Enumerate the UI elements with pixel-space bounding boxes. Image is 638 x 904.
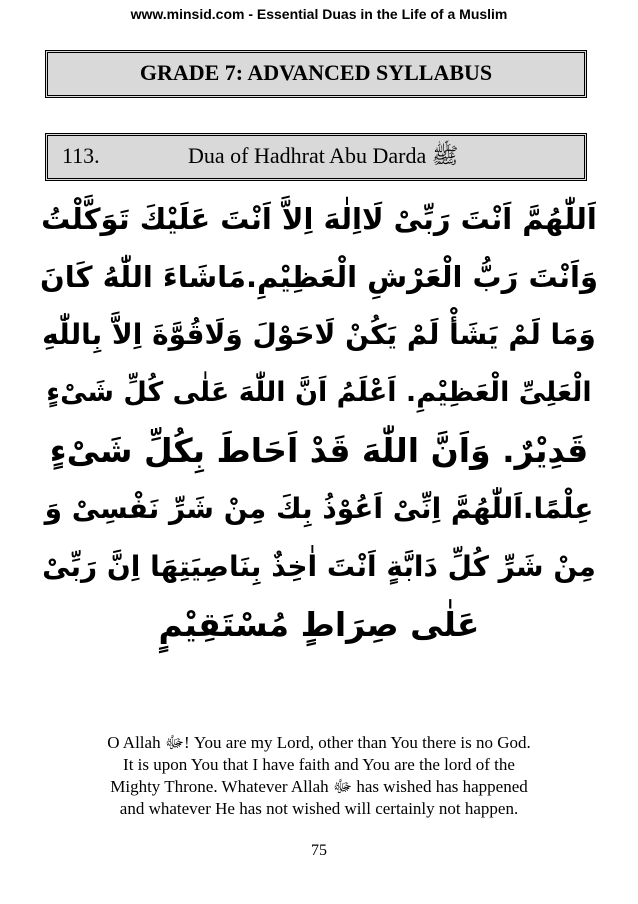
page-number: 75 bbox=[311, 842, 327, 859]
arabic-line: مِنْ شَرِّ كُلِّ دَابَّةٍ اَنْتَ اٰخِذٌ بِنَاصِيَتِهَا اِنَّ رَبِّىْ bbox=[42, 550, 596, 583]
arabic-line: وَمَا لَمْ يَشَأْ لَمْ يَكُنْ لَاحَوْلَ وَلَاقُوَّةَ اِلاَّ بِاللّٰهِ bbox=[42, 318, 596, 351]
arabic-text-block bbox=[40, 190, 598, 654]
dua-title: Dua of Hadhrat Abu Darda ﷺ bbox=[188, 143, 459, 168]
arabic-line: وَاَنْتَ رَبُّ الْعَرْشِ الْعَظِيْمِ.مَاشَاءَ اللّٰهُ كَانَ bbox=[39, 260, 598, 294]
grade-title: GRADE 7: ADVANCED SYLLABUS bbox=[139, 60, 493, 85]
dua-heading-box bbox=[45, 133, 587, 181]
arabic-line: الْعَلِىِّ الْعَظِيْمِ. اَعْلَمُ اَنَّ اللّٰهَ عَلٰى كُلِّ شَىْءٍ bbox=[46, 377, 592, 408]
arabic-line: اَللّٰهُمَّ اَنْتَ رَبِّىْ لَااِلٰهَ اِلاَّ اَنْتَ عَلَيْكَ تَوَكَّلْتُ bbox=[41, 202, 597, 236]
english-translation bbox=[30, 732, 608, 820]
arabic-line: قَدِيْرٌ. وَاَنَّ اللّٰهَ قَدْ اَحَاطَ بِكُلِّ شَىْءٍ bbox=[49, 431, 589, 470]
dua-number: 113. bbox=[62, 143, 100, 168]
arabic-line: عِلْمًا.اَللّٰهُمَّ اِنِّىْ اَعُوْذُ بِكَ مِنْ شَرِّ نَفْسِىْ وَ bbox=[44, 492, 594, 525]
arabic-line: عَلٰى صِرَاطٍ مُسْتَقِيْمٍ bbox=[158, 605, 480, 644]
translation-line: O Allah ﷻ! You are my Lord, other than You there is no God. bbox=[107, 733, 531, 752]
translation-line: and whatever He has not wished will certainly not happen. bbox=[119, 799, 519, 818]
translation-line: Mighty Throne. Whatever Allah ﷻ has wished has happened bbox=[110, 777, 528, 796]
translation-line: It is upon You that I have faith and You are the lord of the bbox=[123, 755, 515, 774]
page-header: www.minsid.com - Essential Duas in the Life of a Muslim bbox=[130, 6, 508, 22]
grade-heading-box bbox=[45, 50, 587, 98]
